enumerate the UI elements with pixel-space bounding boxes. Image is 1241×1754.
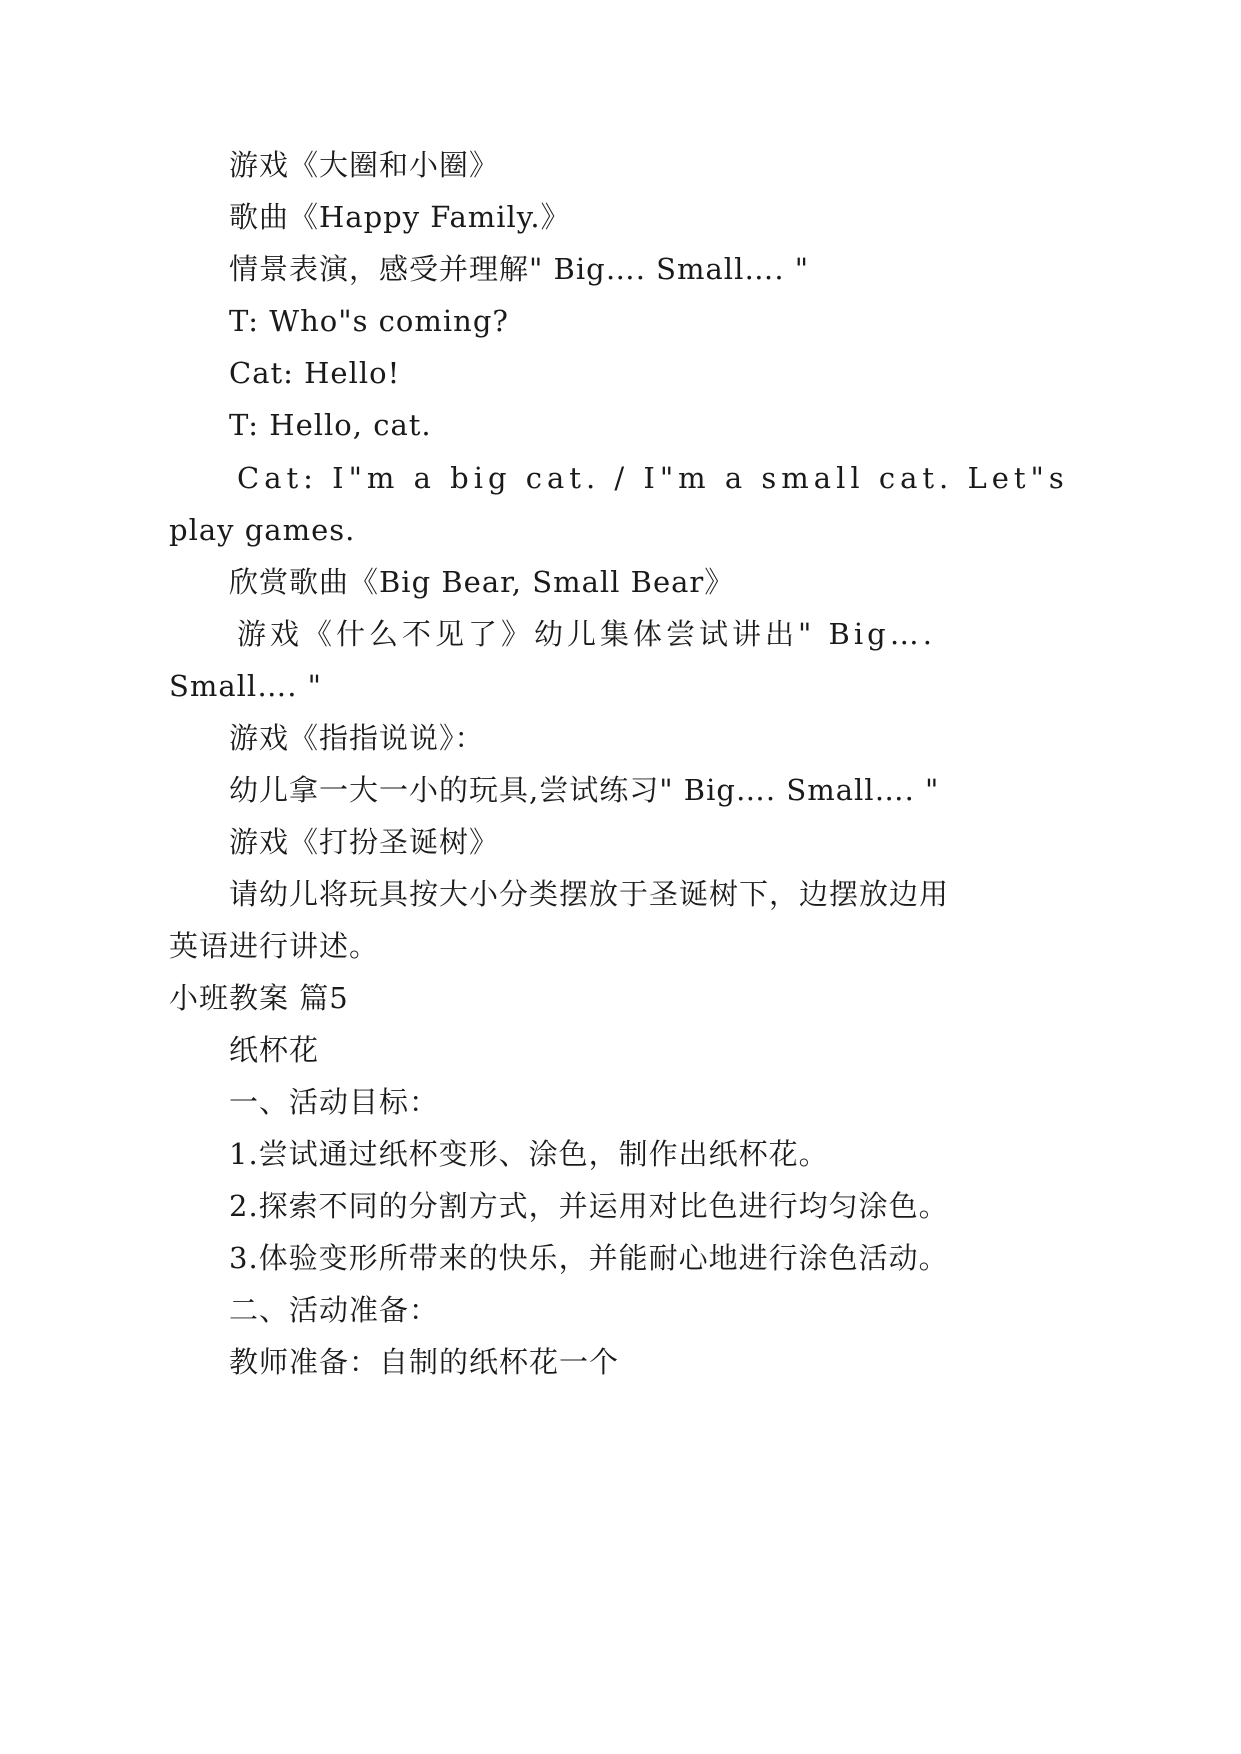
text-line: 1.尝试通过纸杯变形、涂色，制作出纸杯花。: [229, 1137, 829, 1171]
section-heading: 小班教案 篇5: [169, 981, 349, 1015]
text-line: 一、活动目标：: [229, 1085, 440, 1119]
text-line: 歌曲《Happy Family.》: [229, 200, 571, 234]
text-line: T: Hello, cat.: [229, 408, 432, 442]
text-line: T: Who"s coming?: [229, 304, 509, 338]
text-line: play games.: [169, 513, 356, 547]
text-line: 3.体验变形所带来的快乐，并能耐心地进行涂色活动。: [229, 1241, 949, 1275]
text-line: 游戏《打扮圣诞树》: [229, 825, 500, 859]
text-line: 幼儿拿一大一小的玩具,尝试练习" Big…. Small…. ": [229, 773, 940, 807]
text-line: 教师准备：自制的纸杯花一个: [229, 1345, 620, 1379]
text-line: 情景表演，感受并理解" Big…. Small…. ": [229, 252, 810, 286]
text-line: 二、活动准备：: [229, 1293, 440, 1327]
text-line: 游戏《指指说说》：: [229, 721, 485, 755]
text-line: Cat: I"m a big cat. / I"m a small cat. Let"s: [237, 461, 1069, 495]
text-line: 2.探索不同的分割方式，并运用对比色进行均匀涂色。: [229, 1189, 949, 1223]
text-line: 欣赏歌曲《Big Bear, Small Bear》: [229, 565, 735, 599]
text-line: 游戏《大圈和小圈》: [229, 148, 500, 182]
text-line: 英语进行讲述。: [169, 929, 380, 963]
text-line: 游戏《什么不见了》幼儿集体尝试讲出" Big….: [237, 617, 936, 651]
text-line: Cat: Hello!: [229, 356, 401, 390]
text-line: 纸杯花: [229, 1033, 320, 1067]
text-line: 请幼儿将玩具按大小分类摆放于圣诞树下，边摆放边用: [229, 877, 950, 911]
text-line: Small…. ": [169, 669, 322, 703]
